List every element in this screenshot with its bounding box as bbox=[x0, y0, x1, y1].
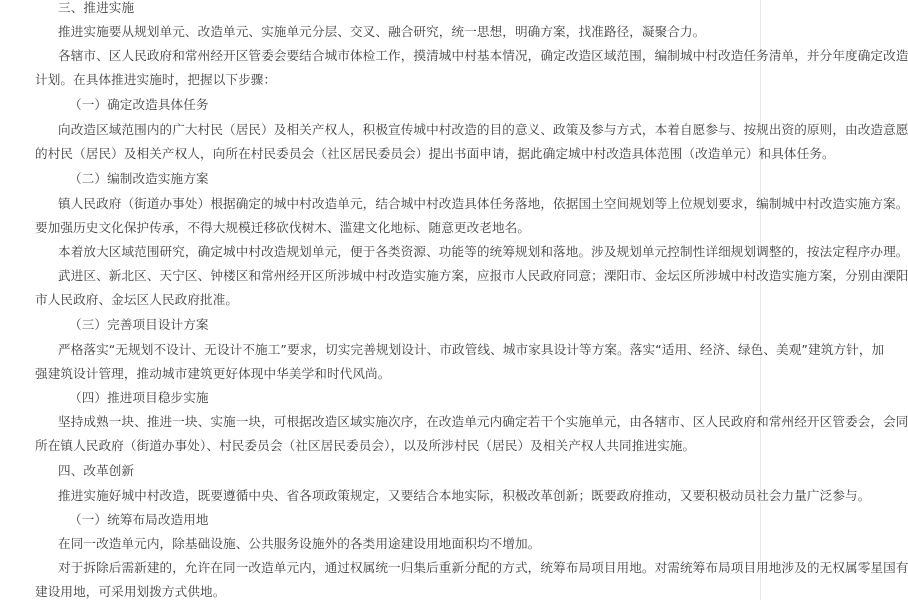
subsection-heading: （三）完善项目设计方案 bbox=[69, 317, 209, 332]
paragraph-line: 所在镇人民政府（街道办事处）、村民委员会（社区居民委员会），以及所涉村民（居民）及相关产权人共同推进实施。 bbox=[35, 438, 696, 453]
subsection-heading: （四）推进项目稳步实施 bbox=[69, 390, 209, 405]
paragraph-line: 的村民（居民）及相关产权人，向所在村民委员会（社区居民委员会）提出书面申请，据此确定城中村改造具体范围（改造单元）和具体任务。 bbox=[35, 146, 835, 161]
paragraph-line: 推进实施要从规划单元、改造单元、实施单元分层、交叉、融合研究，统一思想，明确方案，找准路径，凝聚合力。 bbox=[58, 24, 706, 39]
paragraph-line: 计划。在具体推进实施时，把握以下步骤： bbox=[35, 72, 277, 87]
paragraph-line: 建设用地，可采用划拨方式供地。 bbox=[35, 584, 226, 599]
paragraph-line: 各辖市、区人民政府和常州经开区管委会要结合城市体检工作，摸清城中村基本情况，确定改造区域范围，编制城中村改造任务清单，并分年度确定改造 bbox=[58, 48, 908, 63]
paragraph-line: 市人民政府、金坛区人民政府批准。 bbox=[35, 292, 239, 307]
paragraph-line: 镇人民政府（街道办事处）根据确定的城中村改造单元，结合城中村改造具体任务落地，依据国土空间规划等上位规划要求，编制城中村改造实施方案。 bbox=[58, 196, 908, 211]
paragraph-line: 要加强历史文化保护传承，不得大规模迁移砍伐树木、滥建文化地标、随意更改老地名。 bbox=[35, 220, 531, 235]
paragraph-line: 在同一改造单元内，除基础设施、公共服务设施外的各类用途建设用地面积均不增加。 bbox=[58, 536, 541, 551]
subsection-heading: （一）统筹布局改造用地 bbox=[69, 512, 209, 527]
subsection-heading: （一）确定改造具体任务 bbox=[69, 97, 209, 112]
subsection-heading: （二）编制改造实施方案 bbox=[69, 171, 209, 186]
paragraph-line: 坚持成熟一块、推进一块、实施一块，可根据改造区域实施次序，在改造单元内确定若干个实施单元，由各辖市、区人民政府和常州经开区管委会，会同 bbox=[58, 414, 908, 429]
paragraph-line: 本着放大区域范围研究，确定城中村改造规划单元，便于各类资源、功能等的统筹规划和落地。涉及规划单元控制性详细规划调整的，按法定程序办理。 bbox=[58, 244, 908, 259]
paragraph-line: 向改造区域范围内的广大村民（居民）及相关产权人，积极宣传城中村改造的目的意义、政策及参与方式，本着自愿参与、按规出资的原则，由改造意愿 bbox=[58, 122, 908, 137]
section-heading-4: 四、改革创新 bbox=[58, 463, 135, 478]
paragraph-line: 强建筑设计管理，推动城市建筑更好体现中华美学和时代风尚。 bbox=[35, 366, 391, 381]
paragraph-line: 推进实施好城中村改造，既要遵循中央、省各项政策规定，又要结合本地实际，积极改革创新；既要政府推动，又要积极动员社会力量广泛参与。 bbox=[58, 488, 871, 503]
paragraph-line: 对于拆除后需新建的，允许在同一改造单元内，通过权属统一归集后重新分配的方式，统筹布局项目用地。对需统筹布局项目用地涉及的无权属零星国有 bbox=[58, 560, 908, 575]
paragraph-line: 武进区、新北区、天宁区、钟楼区和常州经开区所涉城中村改造实施方案，应报市人民政府同意；溧阳市、金坛区所涉城中村改造实施方案，分别由溧阳 bbox=[58, 268, 908, 283]
paragraph-line: 严格落实“无规划不设计、无设计不施工”要求，切实完善规划设计、市政管线、城市家具设计等方案。落实“适用、经济、绿色、美观”建筑方针，加 bbox=[58, 342, 885, 357]
section-heading-3: 三、推进实施 bbox=[58, 0, 135, 15]
